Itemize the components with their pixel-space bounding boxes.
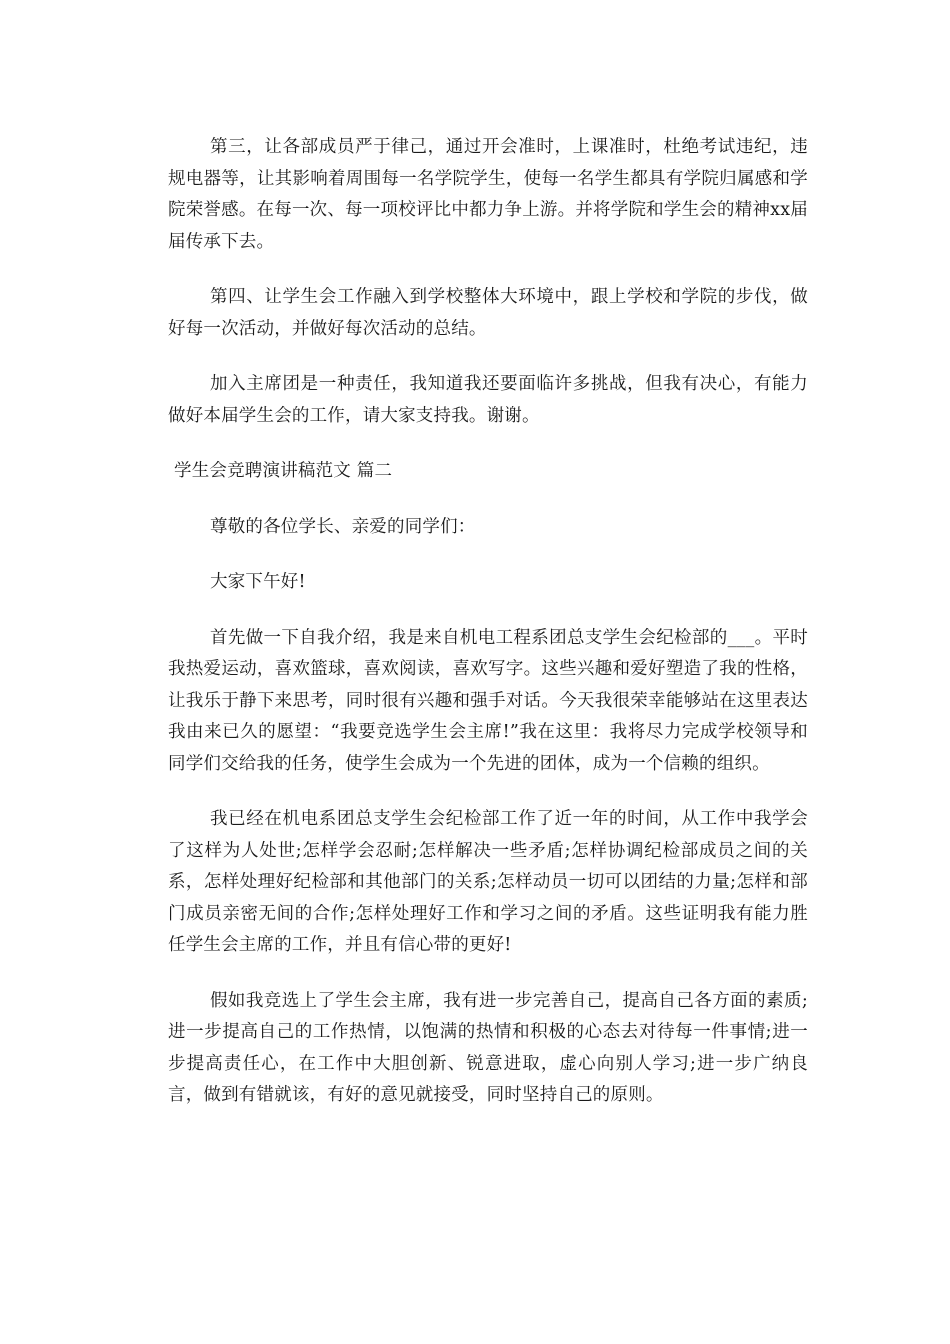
- greeting: 大家下午好!: [210, 572, 306, 592]
- document-page: [168, 132, 808, 1136]
- salutation: 尊敬的各位学长、亲爱的同学们：: [210, 516, 476, 537]
- paragraph-fourth-point: 第四、让学生会工作融入到学校整体大环境中，跟上学校和学院的步伐，做好每一次活动，并做好每次活动的总结。: [168, 287, 808, 339]
- paragraph-self-introduction: 首先做一下自我介绍，我是来自机电工程系团总支学生会纪检部的___。平时我热爱运动，喜欢篮球，喜欢阅读，喜欢写字。这些兴趣和爱好塑造了我的性格，让我乐于静下来思考，同时很有兴趣和强手对话。今天我很荣幸能够站在这里表达我由来已久的愿望：“我要竞选学生会主席!”我在这里：我将尽力完成学校领导和同学们交给我的任务，使学生会成为一个先进的团体，成为一个信赖的组织。: [168, 627, 808, 774]
- paragraph-closing: 加入主席团是一种责任，我知道我还要面临许多挑战，但我有决心，有能力做好本届学生会的工作，请大家支持我。谢谢。: [168, 374, 808, 426]
- paragraph-experience: 我已经在机电系团总支学生会纪检部工作了近一年的时间，从工作中我学会了这样为人处世;怎样学会忍耐;怎样解决一些矛盾;怎样协调纪检部成员之间的关系，怎样处理好纪检部和其他部门的关系;怎样动员一切可以团结的力量;怎样和部门成员亲密无间的合作;怎样处理好工作和学习之间的矛盾。这些证明我有能力胜任学生会主席的工作，并且有信心带的更好!: [168, 809, 808, 955]
- paragraph-third-point: 第三，让各部成员严于律己，通过开会准时，上课准时，杜绝考试违纪，违规电器等，让其影响着周围每一名学院学生，使每一名学生都具有学院归属感和学院荣誉感。在每一次、每一项校评比中都力争上游。并将学院和学生会的精神xx届届传承下去。: [168, 137, 808, 252]
- section-heading: 学生会竞聘演讲稿范文 篇二: [174, 461, 393, 481]
- paragraph-commitment: 假如我竞选上了学生会主席，我有进一步完善自己，提高自己各方面的素质;进一步提高自己的工作热情，以饱满的热情和积极的心态去对待每一件事情;进一步提高责任心，在工作中大胆创新、锐意进取，虚心向别人学习;进一步广纳良言，做到有错就该，有好的意见就接受，同时坚持自己的原则。: [168, 990, 808, 1105]
